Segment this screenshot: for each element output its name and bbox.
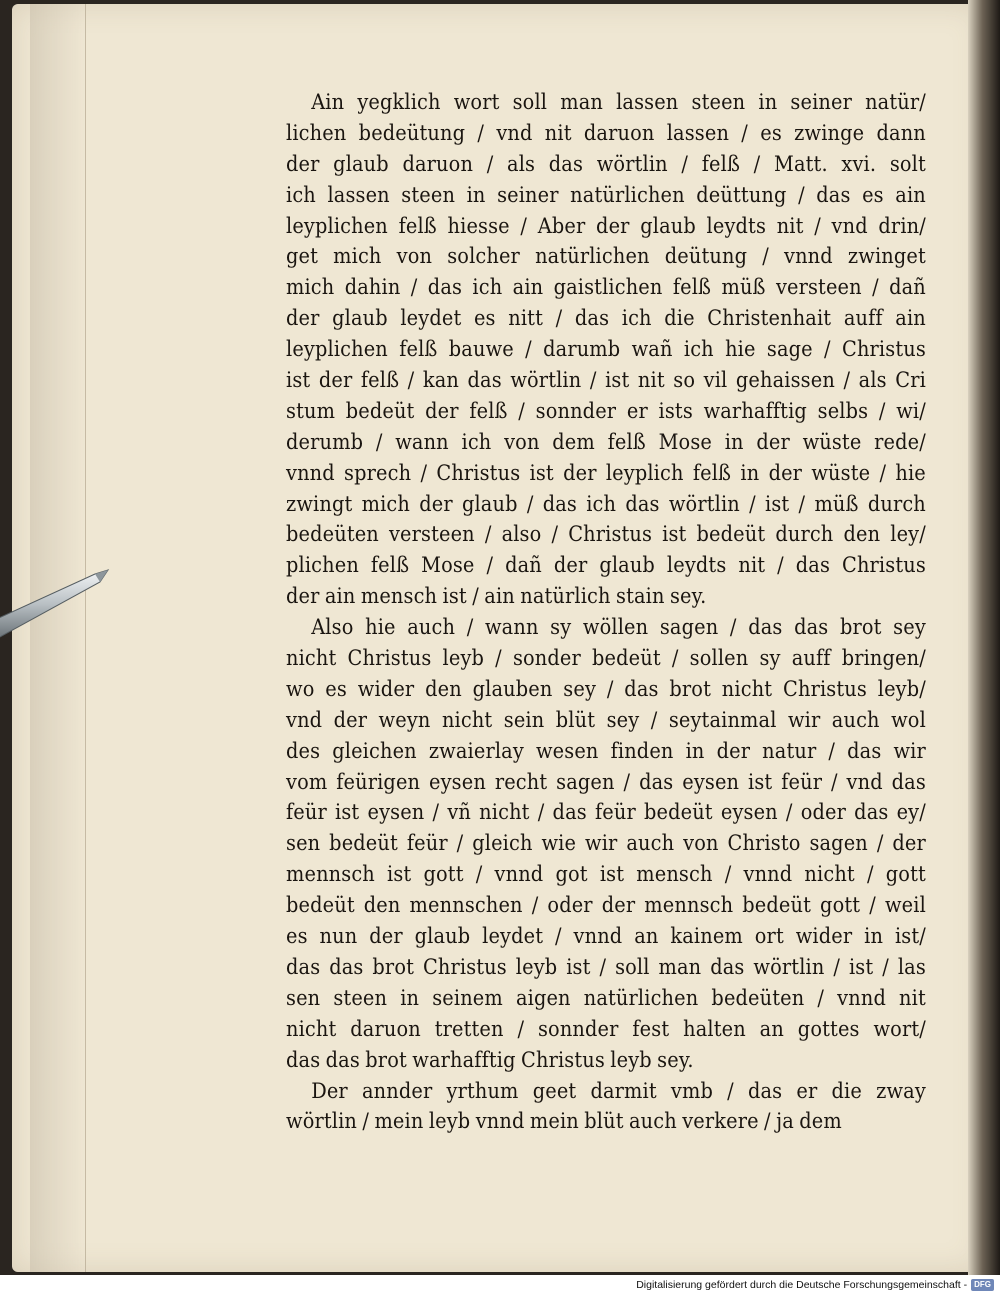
page-text	[286, 88, 926, 1138]
text-line: das das brot warhafftig Christus leyb sey.	[286, 1047, 694, 1073]
text-line: zwingt mich der glaub / das ich das wörtlin / ist / müß durch	[286, 491, 926, 517]
text-line: des gleichen zwaierlay wesen finden in der natur / das wir	[286, 738, 926, 764]
text-line: sen bedeüt feür / gleich wie wir auch von Christo sagen / der	[286, 831, 926, 857]
dfg-logo: DFG	[971, 1279, 994, 1291]
text-line: Ain yegklich wort soll man lassen steen in seiner natür/	[311, 90, 926, 115]
text-line: sen steen in seinem aigen natürlichen bedeüten / vnnd nit	[286, 985, 926, 1011]
text-line: wörtlin / mein leyb vnnd mein blüt auch verkere / ja dem	[286, 1109, 842, 1135]
text-line: derumb / wann ich von dem felß Mose in der wüste rede/	[286, 429, 926, 455]
text-line: vnnd sprech / Christus ist der leyplich felß in der wüste / hie	[286, 460, 926, 486]
text-line: nicht Christus leyb / sonder bedeüt / sollen sy auff bringen/	[286, 646, 926, 672]
text-line: vom feürigen eysen recht sagen / das eysen ist feür / vnd das	[286, 769, 926, 795]
text-line: ich lassen steen in seiner natürlichen deüttung / das es ain	[286, 182, 926, 208]
text-line: stum bedeüt der felß / sonnder er ists warhafftig selbs / wi/	[286, 398, 926, 424]
text-line: mennsch ist gott / vnnd got ist mensch / vnnd nicht / gott	[286, 862, 926, 888]
text-line: leyplichen felß hiesse / Aber der glaub leydts nit / vnd drin/	[286, 213, 926, 239]
text-line: feür ist eysen / vñ nicht / das feür bedeüt eysen / oder das ey/	[286, 800, 926, 826]
text-line: get mich von solcher natürlichen deütung / vnnd zwinget	[286, 244, 926, 270]
text-line: bedeüt den mennschen / oder der mennsch bedeüt gott / weil	[286, 893, 926, 919]
text-line: leyplichen felß bauwe / darumb wañ ich hie sage / Christus	[286, 337, 926, 363]
text-line: der glaub leydet es nitt / das ich die Christenhait auff ain	[286, 306, 926, 332]
text-line: das das brot Christus leyb ist / soll man das wörtlin / ist / las	[286, 954, 926, 980]
stylus-pen-image	[0, 560, 120, 640]
text-line: Der annder yrthum geet darmit vmb / das er die zway	[311, 1078, 926, 1104]
text-line: es nun der glaub leydet / vnnd an kainem ort wider in ist/	[286, 924, 926, 950]
text-line: ist der felß / kan das wörtlin / ist nit so vil gehaissen / als Cri	[286, 368, 926, 394]
text-line: der glaub daruon / als das wörtlin / felß / Matt. xvi. solt	[286, 151, 926, 177]
text-line: lichen bedeütung / vnd nit daruon lassen / es zwinge dann	[286, 120, 926, 146]
text-line: nicht daruon tretten / sonnder fest halten an gottes wort/	[286, 1016, 926, 1042]
text-line: der ain mensch ist / ain natürlich stain sey.	[286, 584, 707, 610]
footer-credit: Digitalisierung gefördert durch die Deutsche Forschungsgemeinschaft -	[636, 1278, 968, 1291]
text-line: plichen felß Mose / dañ der glaub leydts nit / das Christus	[286, 553, 926, 579]
footer-bar	[0, 1275, 1000, 1294]
page-edge	[968, 0, 1000, 1275]
text-line: vnd der weyn nicht sein blüt sey / seytainmal wir auch wol	[286, 707, 926, 733]
text-line: wo es wider den glauben sey / das brot nicht Christus leyb/	[286, 676, 926, 702]
text-line: Also hie auch / wann sy wöllen sagen / das das brot sey	[311, 615, 926, 641]
text-line: mich dahin / das ich ain gaistlichen felß müß versteen / dañ	[286, 275, 926, 301]
text-line: bedeüten versteen / also / Christus ist bedeüt durch den ley/	[286, 522, 926, 548]
